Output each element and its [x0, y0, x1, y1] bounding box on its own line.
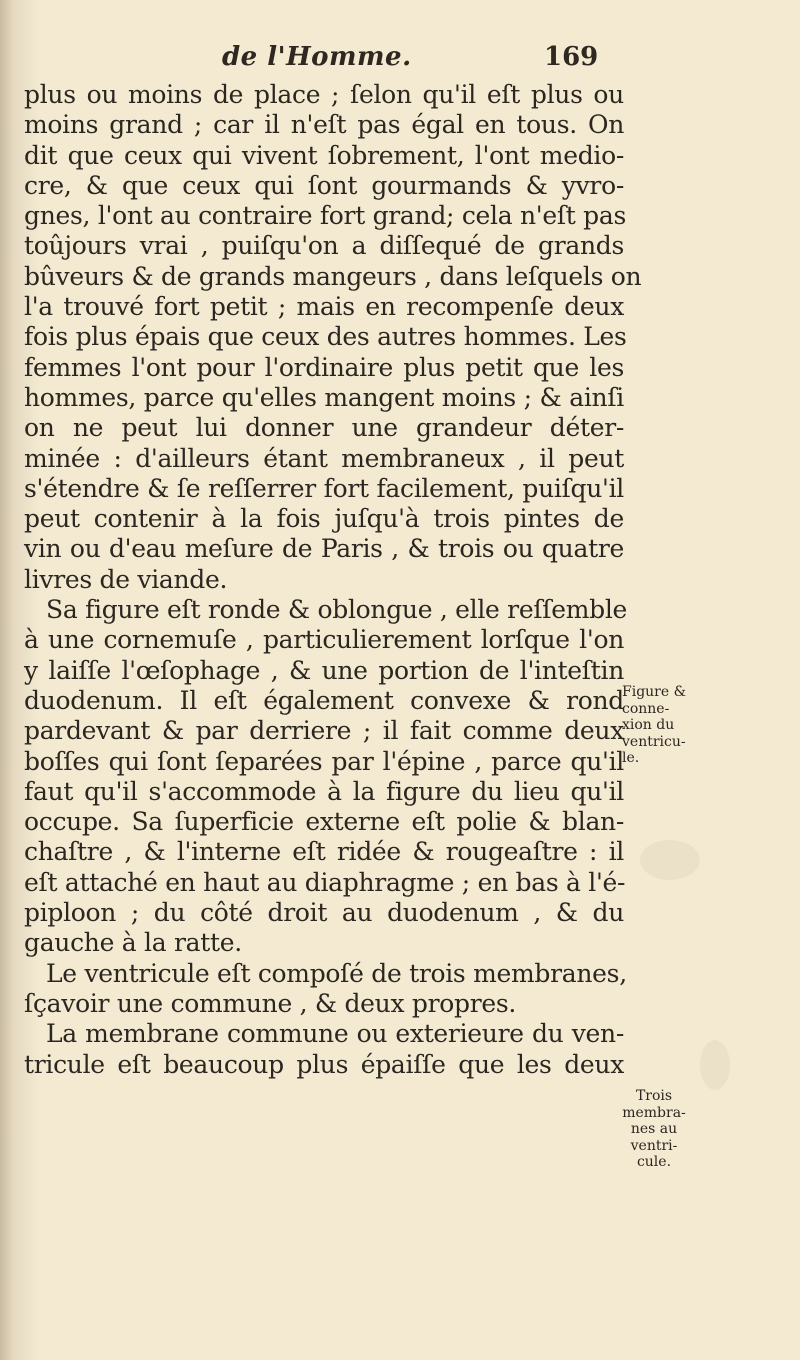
text-line: toûjours vrai , puiſqu'on a diſſequé de grands: [24, 231, 624, 261]
text-line: cre, & que ceux qui ſont gourmands & yvro-: [24, 170, 624, 200]
margin-note-line: le.: [622, 750, 640, 766]
text-line: occupe. Sa ſuperficie externe eſt polie & blan-: [24, 807, 624, 837]
text-line: l'a trouvé fort petit ; mais en recompenſe deux: [24, 292, 624, 322]
text-line: Sa figure eſt ronde & oblongue , elle reſſemble: [46, 595, 628, 625]
running-head: de l'Homme.: [222, 42, 412, 72]
margin-note-line: membra-: [622, 1104, 686, 1121]
text-line: hommes, parce qu'elles mangent moins ; & ainſi: [24, 382, 624, 412]
margin-note-line: Trois: [635, 1088, 673, 1104]
text-line: minée : d'ailleurs étant membraneux , il peut: [24, 443, 624, 473]
margin-note-line: nes au: [630, 1121, 678, 1137]
text-line: dit que ceux qui vivent ſobrement, l'ont medio-: [24, 140, 624, 170]
text-line: pardevant & par derriere ; il fait comme deux: [24, 716, 624, 746]
text-line: peut contenir à la fois juſqu'à trois pintes de: [24, 504, 624, 534]
page-header: [0, 40, 800, 80]
text-line: tricule eſt beaucoup plus épaiſſe que les deux: [24, 1049, 624, 1079]
text-line: bûveurs & de grands mangeurs , dans leſquels on: [24, 261, 642, 291]
margin-note-membranes: [622, 1088, 686, 1171]
text-line: ſçavoir une commune , & deux propres.: [24, 988, 517, 1018]
text-line: à une cornemuſe , particulierement lorſque l'on: [24, 625, 624, 655]
margin-note-line: xion du: [622, 717, 675, 733]
text-line: y laiſſe l'œſophage , & une portion de l'inteſtin: [24, 655, 624, 685]
text-line: gnes, l'ont au contraire fort grand; cela n'eſt pas: [24, 201, 627, 231]
text-line: gauche à la ratte.: [24, 928, 242, 958]
text-line: piploon ; du côté droit au duodenum , & du: [24, 898, 624, 928]
text-line: duodenum. Il eſt également convexe & rond: [24, 685, 624, 715]
text-line: plus ou moins de place ; ſelon qu'il eſt plus ou: [24, 80, 624, 109]
margin-note-line: cule.: [636, 1154, 672, 1170]
margin-note-line: conne-: [622, 700, 670, 717]
paper-stain: [640, 840, 700, 880]
paper-stain: [700, 1040, 730, 1090]
text-line: s'étendre & ſe reſſerrer fort facilement, puiſqu'il: [24, 473, 624, 503]
margin-note-line: ventri-: [630, 1137, 678, 1154]
text-line: fois plus épais que ceux des autres hommes. Les: [24, 322, 627, 352]
text-line: femmes l'ont pour l'ordinaire plus petit que les: [24, 352, 624, 382]
text-line: moins grand ; car il n'eſt pas égal en tous. On: [24, 110, 624, 140]
page-number: 169: [544, 42, 599, 72]
margin-note-line: Figure &: [622, 684, 687, 700]
text-line: vin ou d'eau meſure de Paris , & trois ou quatre: [24, 534, 624, 564]
text-line: La membrane commune ou exterieure du ven-: [46, 1019, 624, 1049]
text-line: livres de viande.: [24, 564, 228, 594]
text-line: Le ventricule eſt compoſé de trois membranes,: [46, 958, 627, 988]
margin-note-line: ventricu-: [622, 733, 686, 750]
text-line: chaſtre , & l'interne eſt ridée & rougeaſtre : il: [24, 837, 624, 867]
text-line: on ne peut lui donner une grandeur déter-: [24, 413, 624, 443]
text-line: boſſes qui ſont ſeparées par l'épine , parce qu'il: [24, 746, 624, 776]
margin-note-figure: [622, 684, 692, 767]
text-line: eſt attaché en haut au diaphragme ; en bas à l'é-: [24, 867, 626, 897]
body-text: [24, 80, 642, 1080]
text-line: faut qu'il s'accommode à la figure du lieu qu'il: [24, 776, 624, 806]
